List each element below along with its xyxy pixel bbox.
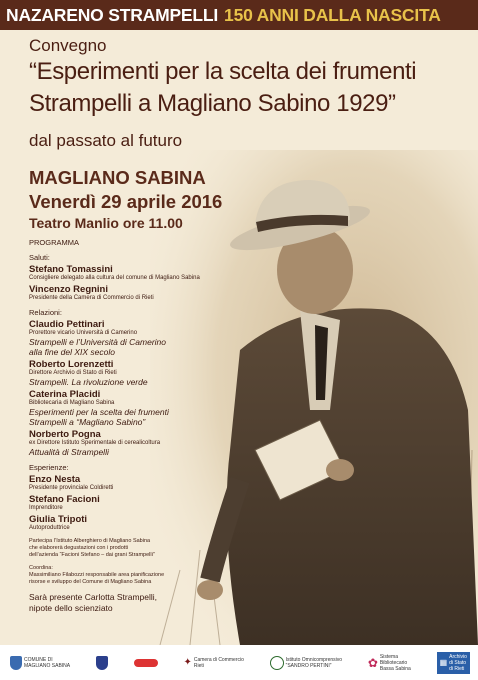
speaker-name: Claudio Pettinari	[29, 318, 105, 330]
speaker-name: Stefano Tomassini	[29, 263, 113, 275]
guest-note-line: nipote dello scienziato	[29, 602, 113, 613]
republic-emblem-icon	[270, 656, 284, 670]
esperienze-label: Esperienze:	[29, 463, 69, 472]
logo-sistema-bibliotecario	[368, 654, 411, 672]
banner-name: NAZARENO STRAMPELLI	[6, 4, 219, 25]
speaker-role: Consigliere delegato alla cultura del comune di Magliano Sabina	[29, 274, 200, 281]
logo-sistema-line2: Bibliotecario	[379, 659, 408, 666]
logo-comune-line1: COMUNE DI	[24, 656, 53, 663]
sponsor-logos	[0, 645, 478, 680]
speaker-role: Autoproduttrice	[29, 524, 70, 531]
speaker-name: Caterina Placidi	[29, 388, 101, 400]
banner-anniversary: 150 ANNI DALLA NASCITA	[224, 4, 441, 25]
coordinator-line: risorse e sviluppo del Comune di Magliano Sabina	[29, 579, 152, 585]
event-subtitle: dal passato al futuro	[29, 131, 183, 150]
event-date: Venerdì 29 aprile 2016	[29, 191, 223, 212]
speaker-role: Bibliotecaria di Magliano Sabina	[29, 399, 115, 406]
event-title-line1: “Esperimenti per la scelta dei frumenti	[29, 58, 417, 85]
speaker-role: Presidente provinciale Coldiretti	[29, 484, 114, 491]
speaker-name: Enzo Nesta	[29, 473, 81, 485]
speaker-role: Prorettore vicario Università di Camerino	[29, 329, 138, 336]
speaker-role: Presidente della Camera di Commercio di Rieti	[29, 294, 154, 301]
talk-title: Strampelli a “Magliano Sabino”	[29, 417, 146, 427]
talk-title: Strampelli. La rivoluzione verde	[29, 377, 148, 387]
speaker-role: Direttore Archivio di Stato di Rieti	[29, 369, 117, 376]
logo-comune-line2: MAGLIANO SABINA	[24, 662, 71, 669]
archivio-icon: ▦	[439, 658, 448, 667]
title-banner	[0, 0, 478, 30]
logo-sistema-line3: Bassa Sabina	[379, 665, 411, 672]
logo-shield	[96, 656, 108, 670]
speaker-name: Giulia Tripoti	[29, 513, 88, 525]
logo-camera-line2: Rieti	[193, 662, 204, 669]
speaker-name: Roberto Lorenzetti	[29, 358, 114, 370]
event-venue: Teatro Manlio ore 11.00	[29, 215, 183, 231]
program-label: PROGRAMMA	[29, 238, 80, 247]
talk-title: Attualità di Strampelli	[29, 447, 109, 457]
logo-camera-line1: Camera di Commercio	[193, 656, 244, 663]
event-type: Convegno	[29, 36, 107, 55]
tasting-note-line: Partecipa l’Istituto Alberghiero di Magliano Sabina	[29, 538, 151, 544]
coordinator-label: Coordina:	[29, 565, 53, 571]
relazioni-label: Relazioni:	[29, 308, 62, 317]
guest-note	[29, 592, 259, 613]
speaker-role: Imprenditore	[29, 504, 63, 511]
tasting-note-line: che elaborerà degustazioni con i prodotti	[29, 545, 129, 551]
coordinator-line: Massimiliano Filabozzi responsabile area pianificazione	[29, 572, 165, 578]
talk-title: Esperimenti per la scelta dei frumenti	[29, 407, 169, 417]
logo-archivio-line3: di Rieti	[449, 665, 465, 672]
coordinator-note	[29, 565, 259, 586]
event-place: MAGLIANO SABINA	[29, 167, 206, 188]
flower-icon: ✿	[367, 655, 378, 670]
talk-title: alla fine del XIX secolo	[29, 347, 115, 357]
comune-crest-icon	[10, 656, 22, 670]
logo-sistema-line1: Sistema	[379, 653, 398, 660]
logo-istituto	[270, 656, 342, 670]
tasting-note-line: dell’azienda “Facioni Stefano – dai grani Strampelli”	[29, 552, 155, 558]
speaker-role: ex Direttore Istituto Sperimentale di cerealicoltura	[29, 439, 161, 446]
camera-commercio-icon: ✦	[183, 657, 192, 668]
shield-icon	[96, 656, 108, 670]
speaker-name: Vincenzo Regnini	[29, 283, 109, 295]
saluti-label: Saluti:	[29, 253, 50, 262]
tasting-note	[29, 538, 259, 559]
speaker-name: Stefano Facioni	[29, 493, 100, 505]
logo-red-emblem	[134, 659, 158, 667]
red-emblem-icon	[134, 659, 158, 667]
program	[29, 238, 259, 613]
logo-archivio-line2: di Stato	[449, 659, 467, 666]
logo-camera-commercio	[183, 657, 243, 669]
logo-archivio	[437, 652, 470, 674]
talk-title: Strampelli e l’Università di Camerino	[29, 337, 166, 347]
logo-archivio-line1: Archivio	[449, 653, 467, 660]
logo-istituto-line2: “SANDRO PERTINI”	[285, 662, 332, 669]
logo-istituto-line1: Istituto Omnicomprensivo	[285, 656, 343, 663]
logo-comune	[10, 656, 70, 670]
guest-note-line: Sarà presente Carlotta Strampelli,	[29, 592, 158, 602]
speaker-name: Norberto Pogna	[29, 428, 101, 440]
event-title-line2: Strampelli a Magliano Sabino 1929”	[29, 90, 396, 117]
